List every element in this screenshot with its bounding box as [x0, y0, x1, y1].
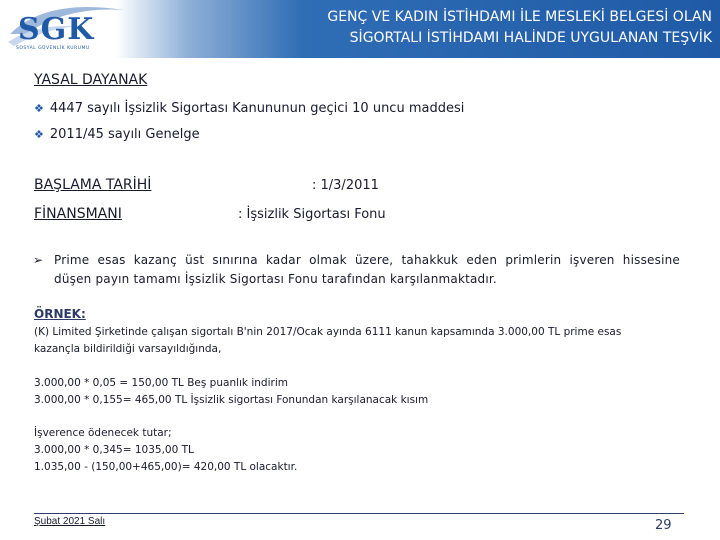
calc-line: 3.000,00 * 0,345= 1035,00 TL — [34, 444, 194, 456]
example-heading: ÖRNEK: — [34, 307, 86, 321]
legal-item — [34, 101, 464, 116]
arrow-bullet-icon: ➢ — [33, 253, 44, 267]
example-intro — [34, 324, 684, 358]
employer-calculations — [34, 425, 297, 476]
prime-paragraph-line-1: Prime esas kazanç üst sınırına kadar olmak üzere, tahakkuk eden primlerin işveren hissesine — [54, 253, 680, 267]
example-calculations — [34, 375, 428, 409]
logo-text: SGK — [18, 12, 95, 47]
prime-paragraph-line-2: düşen payın tamamı İşsizlik Sigortası Fonu tarafından karşılanmaktadır. — [54, 272, 497, 286]
prime-paragraph — [33, 251, 680, 289]
diamond-bullet-icon: ❖ — [34, 102, 44, 115]
diamond-bullet-icon: ❖ — [34, 128, 44, 141]
financing-label: FİNANSMANI — [34, 206, 122, 222]
sgk-logo — [6, 4, 126, 56]
financing-value: : İşsizlik Sigortası Fonu — [238, 207, 386, 222]
logo-subtext: SOSYAL GÜVENLİK KURUMU — [16, 46, 90, 51]
start-date-value: : 1/3/2011 — [312, 178, 379, 193]
page-title — [192, 7, 712, 49]
page-title-line-2: SİGORTALI İSTİHDAMI HALİNDE UYGULANAN TEŞVİK — [349, 30, 712, 46]
employer-label: İşverence ödenecek tutar; — [34, 427, 172, 439]
legal-item-text: 4447 sayılı İşsizlik Sigortası Kanununun geçici 10 uncu maddesi — [49, 101, 465, 116]
page-title-line-1: GENÇ VE KADIN İSTİHDAMI İLE MESLEKİ BELGESİ OLAN — [327, 9, 712, 25]
page-number: 29 — [655, 518, 672, 533]
legal-item — [34, 127, 200, 142]
calc-line: 3.000,00 * 0,155= 465,00 TL İşsizlik sigortası Fonundan karşılanacak kısım — [34, 394, 429, 406]
calc-line: 1.035,00 - (150,00+465,00)= 420,00 TL olacaktır. — [34, 461, 298, 473]
legal-heading: YASAL DAYANAK — [34, 72, 148, 88]
start-date-label: BAŞLAMA TARİHİ — [34, 177, 152, 193]
header-banner — [0, 0, 720, 58]
calc-line: 3.000,00 * 0,05 = 150,00 TL Beş puanlık indirim — [34, 377, 288, 389]
footer-divider — [34, 513, 684, 514]
example-intro-line-1: (K) Limited Şirketinde çalışan sigortalı B'nin 2017/Ocak ayında 6111 kanun kapsamında 3.000,00 TL prime esas — [34, 326, 622, 338]
example-intro-line-2: kazançla bildirildiği varsayıldığında, — [34, 343, 222, 355]
footer-date: Şubat 2021 Salı — [34, 516, 106, 527]
legal-item-text: 2011/45 sayılı Genelge — [49, 127, 200, 142]
